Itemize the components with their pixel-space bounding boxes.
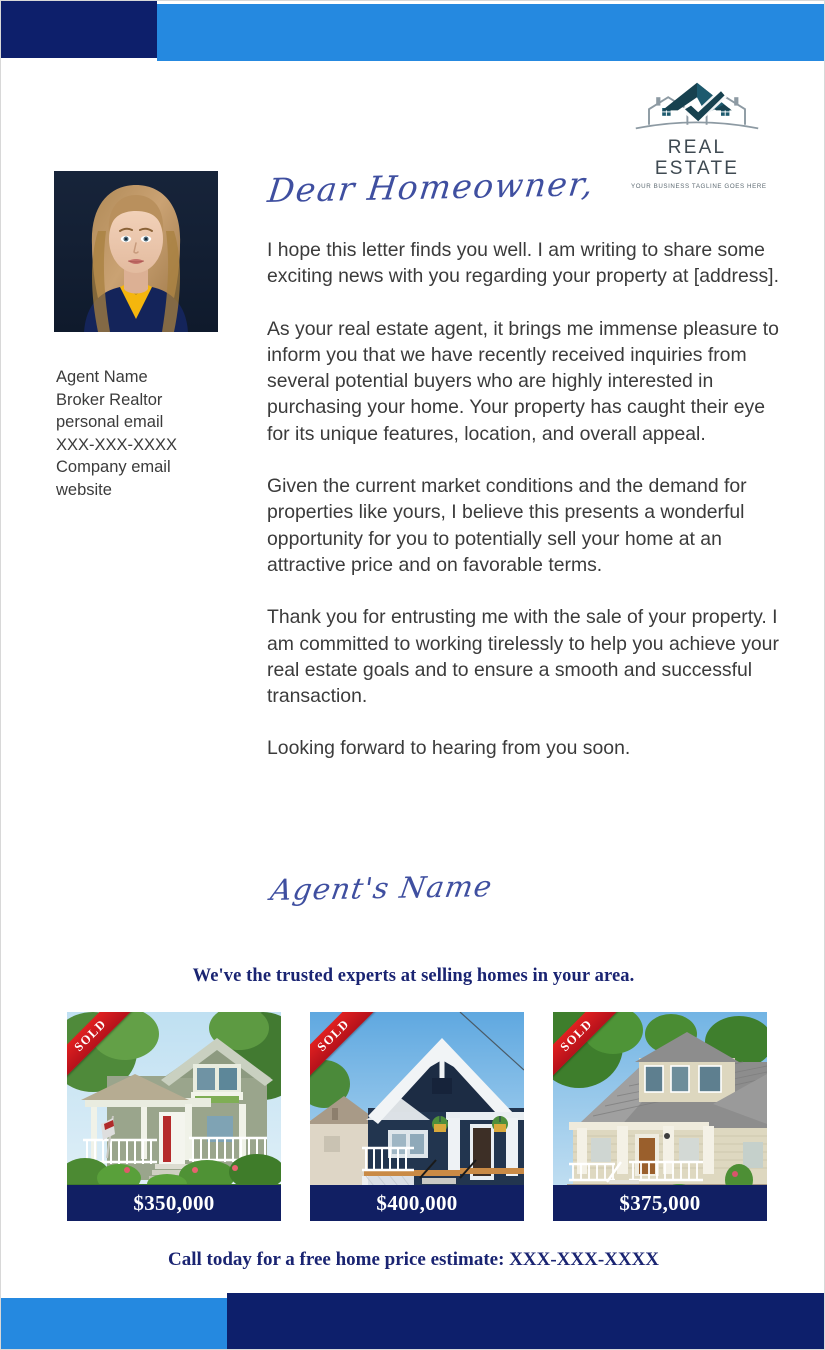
sold-listings-gallery — [67, 1012, 767, 1221]
letter-body — [267, 237, 792, 762]
footer-bar-right — [227, 1293, 825, 1350]
agent-role: Broker Realtor — [56, 390, 163, 409]
agent-photo — [54, 171, 218, 332]
company-logo — [631, 79, 767, 190]
letter-paragraph: Looking forward to hearing from you soon. — [267, 737, 631, 760]
listing-price: $350,000 — [67, 1185, 281, 1221]
letter-paragraph: Thank you for entrusting me with the sale of your property. I am committed to working tirelessly to help you achieve your real estate goals and to ensure a smooth and successful transaction. — [267, 606, 779, 708]
agent-phone: XXX-XXX-XXXX — [56, 435, 178, 454]
agent-contact-info — [56, 366, 251, 501]
sold-badge: SOLD — [67, 1012, 140, 1085]
listing-card[interactable] — [310, 1012, 524, 1221]
agent-headshot-illustration — [54, 171, 218, 332]
footer-bar-left — [1, 1298, 227, 1350]
agent-company-email: Company email — [56, 458, 171, 476]
agent-website: website — [56, 480, 112, 499]
sold-badge: SOLD — [310, 1012, 383, 1085]
letter-paragraph: Given the current market conditions and the demand for properties like yours, I believe this presents a wonderful opportunity for you to potentially sell your home at an attractive price and on favorable terms. — [267, 475, 747, 576]
letter-signature: Agent's Name — [268, 869, 496, 907]
sold-badge: SOLD — [553, 1012, 626, 1085]
header-bar-left — [1, 1, 157, 58]
letter-paragraph: As your real estate agent, it brings me immense pleasure to inform you that we have recently received inquiries from several potential buyers who are highly interested in purchasing your home. Your property has caught their eye for its unique features, location, and overall appeal. — [267, 317, 779, 445]
listing-price: $375,000 — [553, 1185, 767, 1221]
trusted-experts-tagline: We've the trusted experts at selling homes in your area. — [192, 966, 635, 986]
header-bar-right — [157, 4, 825, 61]
agent-personal-email: personal email — [56, 413, 164, 431]
logo-tagline: YOUR BUSINESS TAGLINE GOES HERE — [631, 182, 767, 190]
call-to-action: Call today for a free home price estimate: XXX-XXX-XXXX — [167, 1249, 660, 1270]
letter-paragraph: I hope this letter finds you well. I am writing to share some exciting news with you regarding your property at [address]. — [267, 239, 779, 288]
logo-company-name: REAL ESTATE — [654, 137, 740, 179]
house-roof-logo-icon — [631, 79, 763, 137]
agent-name: Agent Name — [56, 368, 148, 386]
listing-card[interactable] — [553, 1012, 767, 1221]
letter-salutation: Dear Homeowner, — [265, 164, 597, 210]
listing-price: $400,000 — [310, 1185, 524, 1221]
listing-card[interactable] — [67, 1012, 281, 1221]
